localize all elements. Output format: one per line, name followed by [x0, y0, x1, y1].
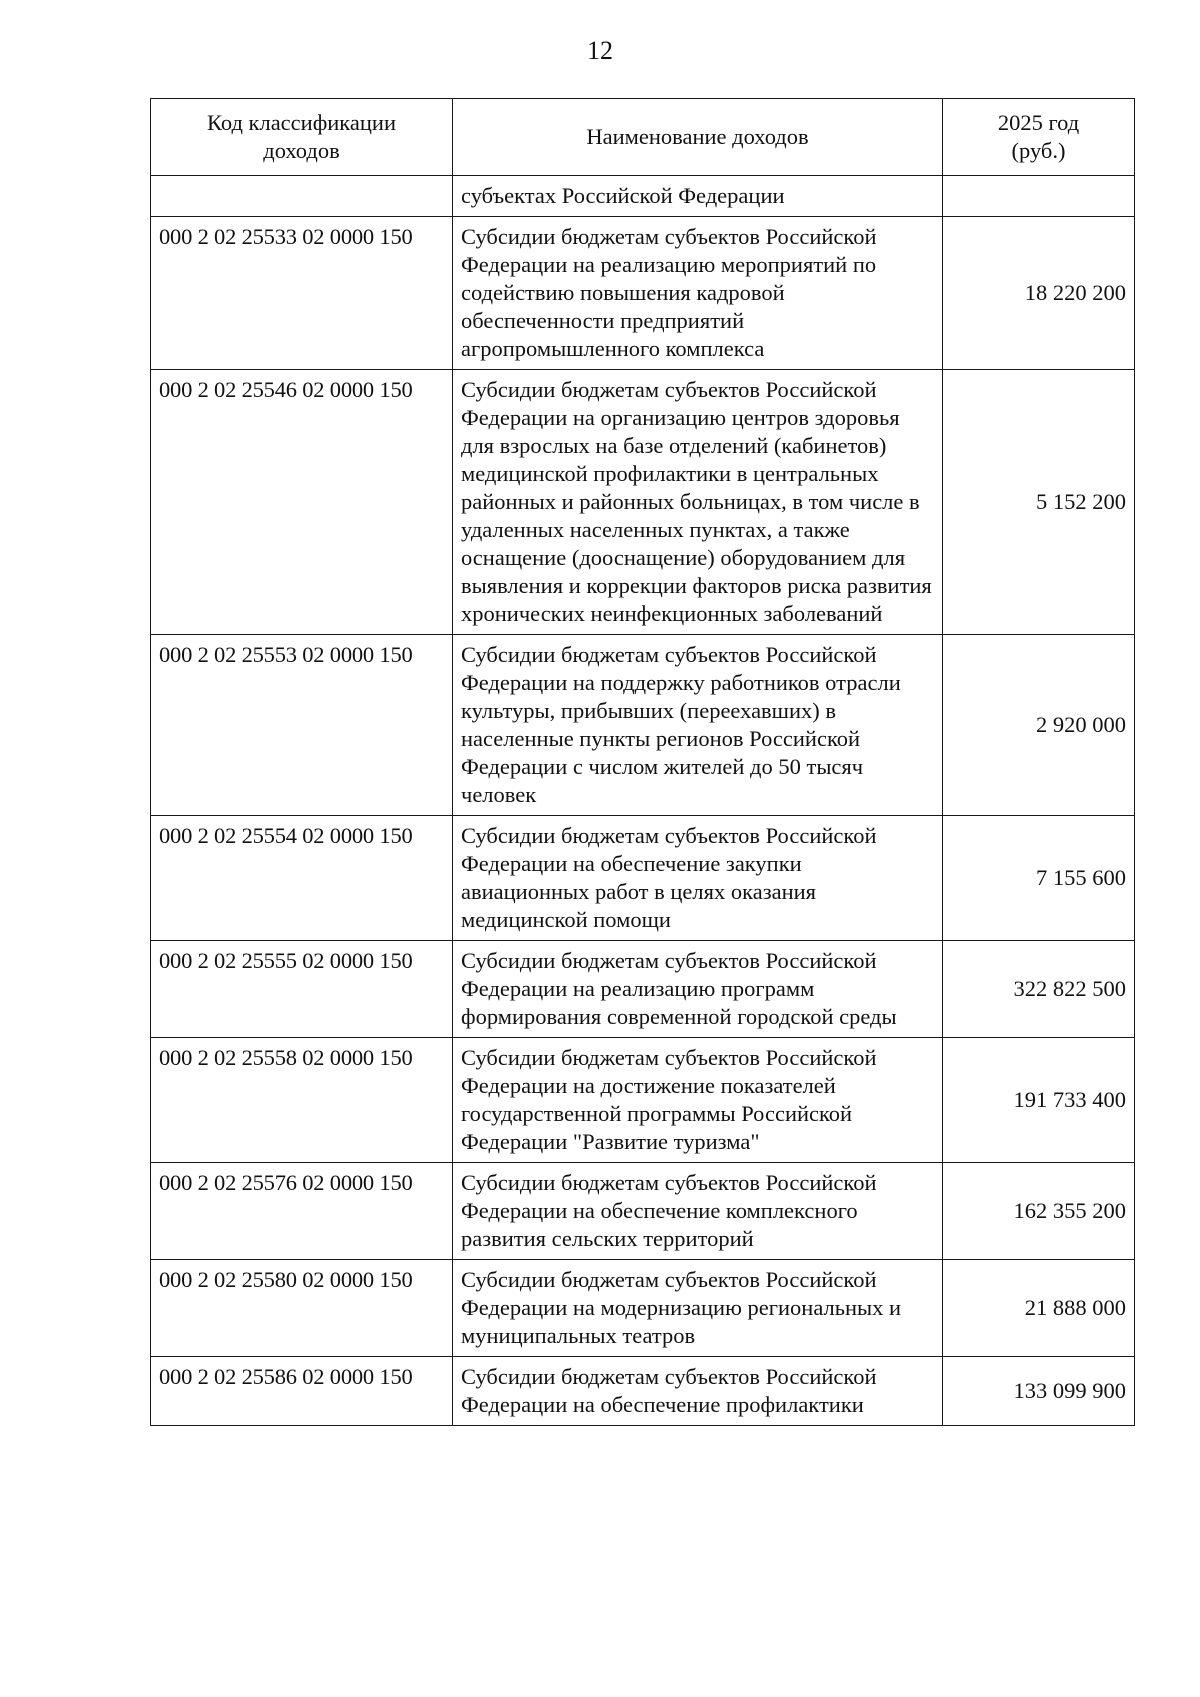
row-amount: 133 099 900 — [943, 1357, 1135, 1426]
row-amount: 2 920 000 — [943, 635, 1135, 816]
row-code: 000 2 02 25580 02 0000 150 — [151, 1260, 453, 1357]
header-code — [151, 99, 453, 176]
row-code: 000 2 02 25546 02 0000 150 — [151, 370, 453, 635]
table-row — [151, 941, 1135, 1038]
table-row — [151, 816, 1135, 941]
row-code: 000 2 02 25533 02 0000 150 — [151, 217, 453, 370]
row-code: 000 2 02 25558 02 0000 150 — [151, 1038, 453, 1163]
table-row — [151, 1357, 1135, 1426]
row-code: 000 2 02 25586 02 0000 150 — [151, 1357, 453, 1426]
income-table — [150, 98, 1135, 1426]
row-amount — [943, 176, 1135, 217]
header-amount-line2: (руб.) — [1011, 138, 1066, 163]
table-header-row — [151, 99, 1135, 176]
row-name: Субсидии бюджетам субъектов Российской Федерации на обеспечение комплексного развития сельских территорий — [453, 1163, 943, 1260]
row-name: Субсидии бюджетам субъектов Российской Федерации на обеспечение закупки авиационных работ в целях оказания медицинской помощи — [453, 816, 943, 941]
row-name: Субсидии бюджетам субъектов Российской Федерации на модернизацию региональных и муниципальных театров — [453, 1260, 943, 1357]
header-amount-line1: 2025 год — [997, 110, 1080, 135]
row-amount: 5 152 200 — [943, 370, 1135, 635]
row-code: 000 2 02 25553 02 0000 150 — [151, 635, 453, 816]
row-amount: 191 733 400 — [943, 1038, 1135, 1163]
row-amount: 162 355 200 — [943, 1163, 1135, 1260]
row-amount: 18 220 200 — [943, 217, 1135, 370]
row-name: Субсидии бюджетам субъектов Российской Федерации на обеспечение профилактики — [453, 1357, 943, 1426]
table-row — [151, 370, 1135, 635]
row-code: 000 2 02 25554 02 0000 150 — [151, 816, 453, 941]
table-row — [151, 1038, 1135, 1163]
table-row — [151, 217, 1135, 370]
row-name: Субсидии бюджетам субъектов Российской Федерации на поддержку работников отрасли культуры, прибывших (переехавших) в населенные пункты регионов Российской Федерации с числом жителей до 50 тысяч человек — [453, 635, 943, 816]
header-code-line2: доходов — [263, 138, 340, 163]
row-name: субъектах Российской Федерации — [453, 176, 943, 217]
table-row — [151, 176, 1135, 217]
row-code: 000 2 02 25576 02 0000 150 — [151, 1163, 453, 1260]
table-row — [151, 635, 1135, 816]
table-row — [151, 1260, 1135, 1357]
page-number: 12 — [587, 36, 613, 65]
row-code: 000 2 02 25555 02 0000 150 — [151, 941, 453, 1038]
row-amount: 21 888 000 — [943, 1260, 1135, 1357]
header-amount — [943, 99, 1135, 176]
header-code-line1: Код классификации — [206, 110, 397, 135]
row-name: Субсидии бюджетам субъектов Российской Федерации на достижение показателей государственной программы Российской Федерации "Развитие туризма" — [453, 1038, 943, 1163]
row-name: Субсидии бюджетам субъектов Российской Федерации на реализацию мероприятий по содействию повышения кадровой обеспеченности предприятий агропромышленного комплекса — [453, 217, 943, 370]
row-amount: 7 155 600 — [943, 816, 1135, 941]
row-name: Субсидии бюджетам субъектов Российской Федерации на реализацию программ формирования современной городской среды — [453, 941, 943, 1038]
table-row — [151, 1163, 1135, 1260]
header-name: Наименование доходов — [453, 99, 943, 176]
row-code — [151, 176, 453, 217]
row-amount: 322 822 500 — [943, 941, 1135, 1038]
row-name: Субсидии бюджетам субъектов Российской Федерации на организацию центров здоровья для взрослых на базе отделений (кабинетов) медицинской профилактики в центральных районных и районных больницах, в том числе в удаленных населенных пунктах, а также оснащение (дооснащение) оборудованием для выявления и коррекции факторов риска развития хронических неинфекционных заболеваний — [453, 370, 943, 635]
